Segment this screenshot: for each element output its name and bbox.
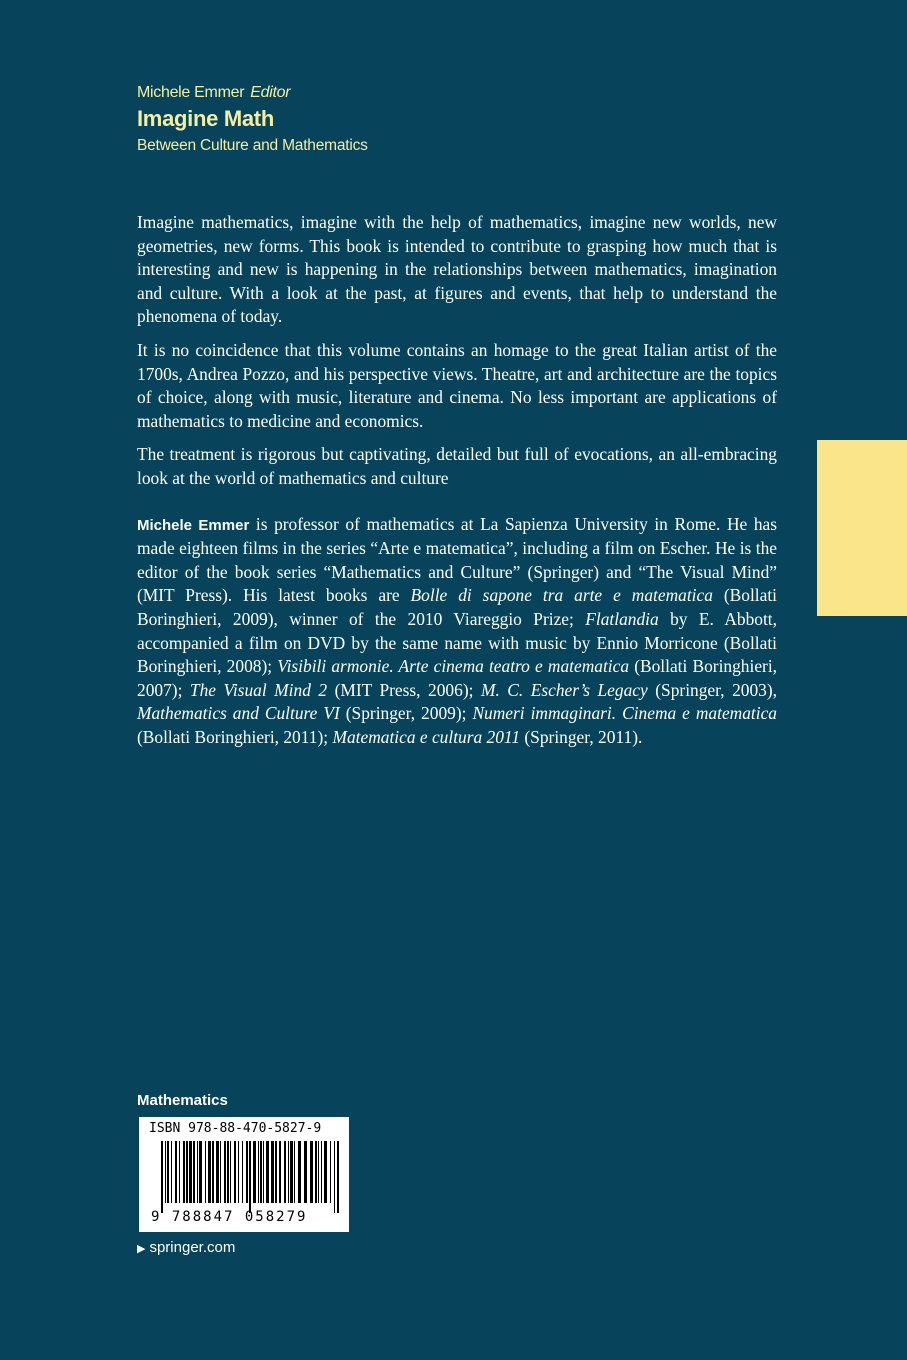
editor-role: Editor <box>250 84 291 101</box>
description-paragraph: The treatment is rigorous but captivating, detailed but full of evocations, an all-embracing look at the world of mathematics and culture <box>137 444 777 488</box>
book-title-italic: The Visual Mind 2 <box>189 679 328 700</box>
barcode-bar <box>321 1141 322 1203</box>
barcode-bar <box>212 1141 214 1203</box>
barcode-bar <box>208 1141 211 1203</box>
barcode-bar <box>315 1141 317 1203</box>
barcode-bar <box>263 1141 264 1203</box>
author-bio <box>137 513 777 750</box>
book-title: Imagine Math <box>137 106 274 131</box>
bio-text: (Springer, 2011). <box>520 726 643 747</box>
barcode-bar <box>337 1141 339 1213</box>
barcode-bar <box>266 1141 269 1203</box>
barcode-bar <box>253 1141 256 1203</box>
bio-text: is professor of mathematics at La Sapienza University in Rome. He has made eighteen films in the series “Arte e matematica”, including a film on Escher. He is the editor of the book series “Mathematics and Culture” (Springer) and “The Visual Mind” (MIT Press). His latest books are <box>137 513 777 606</box>
barcode-bar <box>318 1141 319 1203</box>
barcode-bar <box>186 1141 188 1203</box>
barcode-bar <box>249 1141 251 1213</box>
barcode-bar <box>298 1141 301 1203</box>
bio-text: (MIT Press, 2006); <box>327 679 481 700</box>
barcode-bar <box>216 1141 219 1203</box>
cover-header <box>137 84 368 155</box>
barcode-bar <box>179 1141 180 1203</box>
barcode-bar <box>171 1141 172 1203</box>
bio-text: (Springer, 2003), <box>647 679 778 700</box>
editor-line <box>137 84 368 102</box>
barcode-bars <box>161 1141 341 1213</box>
bio-text: (Springer, 2009); <box>339 703 473 724</box>
blurb <box>137 211 777 759</box>
barcode-bar <box>197 1141 198 1203</box>
book-title-italic: Bolle di sapone tra arte e matematica <box>410 585 713 606</box>
barcode-bar <box>334 1141 335 1213</box>
website-link[interactable] <box>137 1239 235 1256</box>
book-title-italic: Numeri immaginari. Cinema e matematica <box>472 703 778 724</box>
book-title-italic: Flatlandia <box>585 608 659 629</box>
barcode-bar <box>189 1141 192 1203</box>
description-paragraph: Imagine mathematics, imagine with the help of mathematics, imagine new worlds, new geometries, new forms. This book is intended to contribute to grasping how much that is interesting and new is happening in the relationships between mathematics, imagination and culture. With a look at the past, at figures and events, that help to understand the phenomena of today. <box>137 212 777 327</box>
barcode-bar <box>324 1141 327 1203</box>
barcode-bar <box>279 1141 281 1203</box>
barcode-bar <box>260 1141 262 1203</box>
isbn-label: ISBN 978-88-470-5827-9 <box>149 1121 322 1136</box>
barcode-bar <box>199 1141 202 1203</box>
barcode-bar <box>242 1141 243 1203</box>
barcode-bar <box>161 1141 163 1213</box>
barcode-bar <box>330 1141 331 1203</box>
barcode-bar <box>294 1141 295 1203</box>
barcode-bar <box>224 1141 226 1203</box>
editor-name: Michele Emmer <box>137 84 245 101</box>
barcode-digits: 9 788847 058279 <box>151 1209 308 1225</box>
barcode-bar <box>304 1141 307 1203</box>
barcode-bar <box>246 1141 248 1203</box>
barcode-bar <box>183 1141 185 1203</box>
barcode-bar <box>220 1141 221 1203</box>
bio-text: (Bollati Boringhieri, 2011); <box>137 726 333 747</box>
website-label: springer.com <box>149 1239 236 1256</box>
barcode-bar <box>284 1141 286 1203</box>
book-title-italic: Matematica e cultura 2011 <box>332 726 521 747</box>
barcode-bar <box>310 1141 313 1203</box>
barcode-bar <box>193 1141 195 1203</box>
bio-text: (Bollati Boringhieri, 2009), winner of the 2010 Viareggio Prize; <box>137 585 777 629</box>
barcode-bar <box>271 1141 274 1203</box>
arrow-right-icon: ▶ <box>137 1243 146 1255</box>
barcode-bar <box>205 1141 206 1203</box>
barcode-bar <box>275 1141 277 1203</box>
barcode-bar <box>227 1141 229 1203</box>
bio-text: (Bollati Boringhieri, 2007); <box>137 656 778 700</box>
barcode-bar <box>175 1141 177 1203</box>
isbn-barcode <box>139 1117 349 1232</box>
barcode-bar <box>238 1141 239 1203</box>
barcode-bar <box>234 1141 236 1203</box>
barcode-bar <box>258 1141 259 1203</box>
barcode-bar <box>230 1141 231 1203</box>
barcode-bar <box>167 1141 169 1203</box>
author-name: Michele Emmer <box>137 516 250 534</box>
book-title-italic: Mathematics and Culture VI <box>137 703 340 724</box>
barcode-bar <box>290 1141 293 1203</box>
book-subtitle: Between Culture and Mathematics <box>137 137 368 154</box>
spine-color-tab <box>817 440 907 616</box>
description-paragraph: It is no coincidence that this volume contains an homage to the great Italian artist of the 1700s, Andrea Pozzo, and his perspective views. Theatre, art and architecture are the topics of choice, along with music, literature and cinema. No less important are applications of mathematics to medicine and economics. <box>137 339 777 431</box>
subject-label: Mathematics <box>137 1092 228 1109</box>
book-title-italic: M. C. Escher’s Legacy <box>480 679 648 700</box>
book-title-italic: Visibili armonie. Arte cinema teatro e matematica <box>277 656 630 677</box>
bio-text: by E. Abbott, accompanied a film on DVD by the same name with music by Ennio Morricone (Bollati Boringhieri, 2008); <box>137 608 777 677</box>
barcode-bar <box>165 1141 166 1203</box>
barcode-bar <box>288 1141 289 1203</box>
